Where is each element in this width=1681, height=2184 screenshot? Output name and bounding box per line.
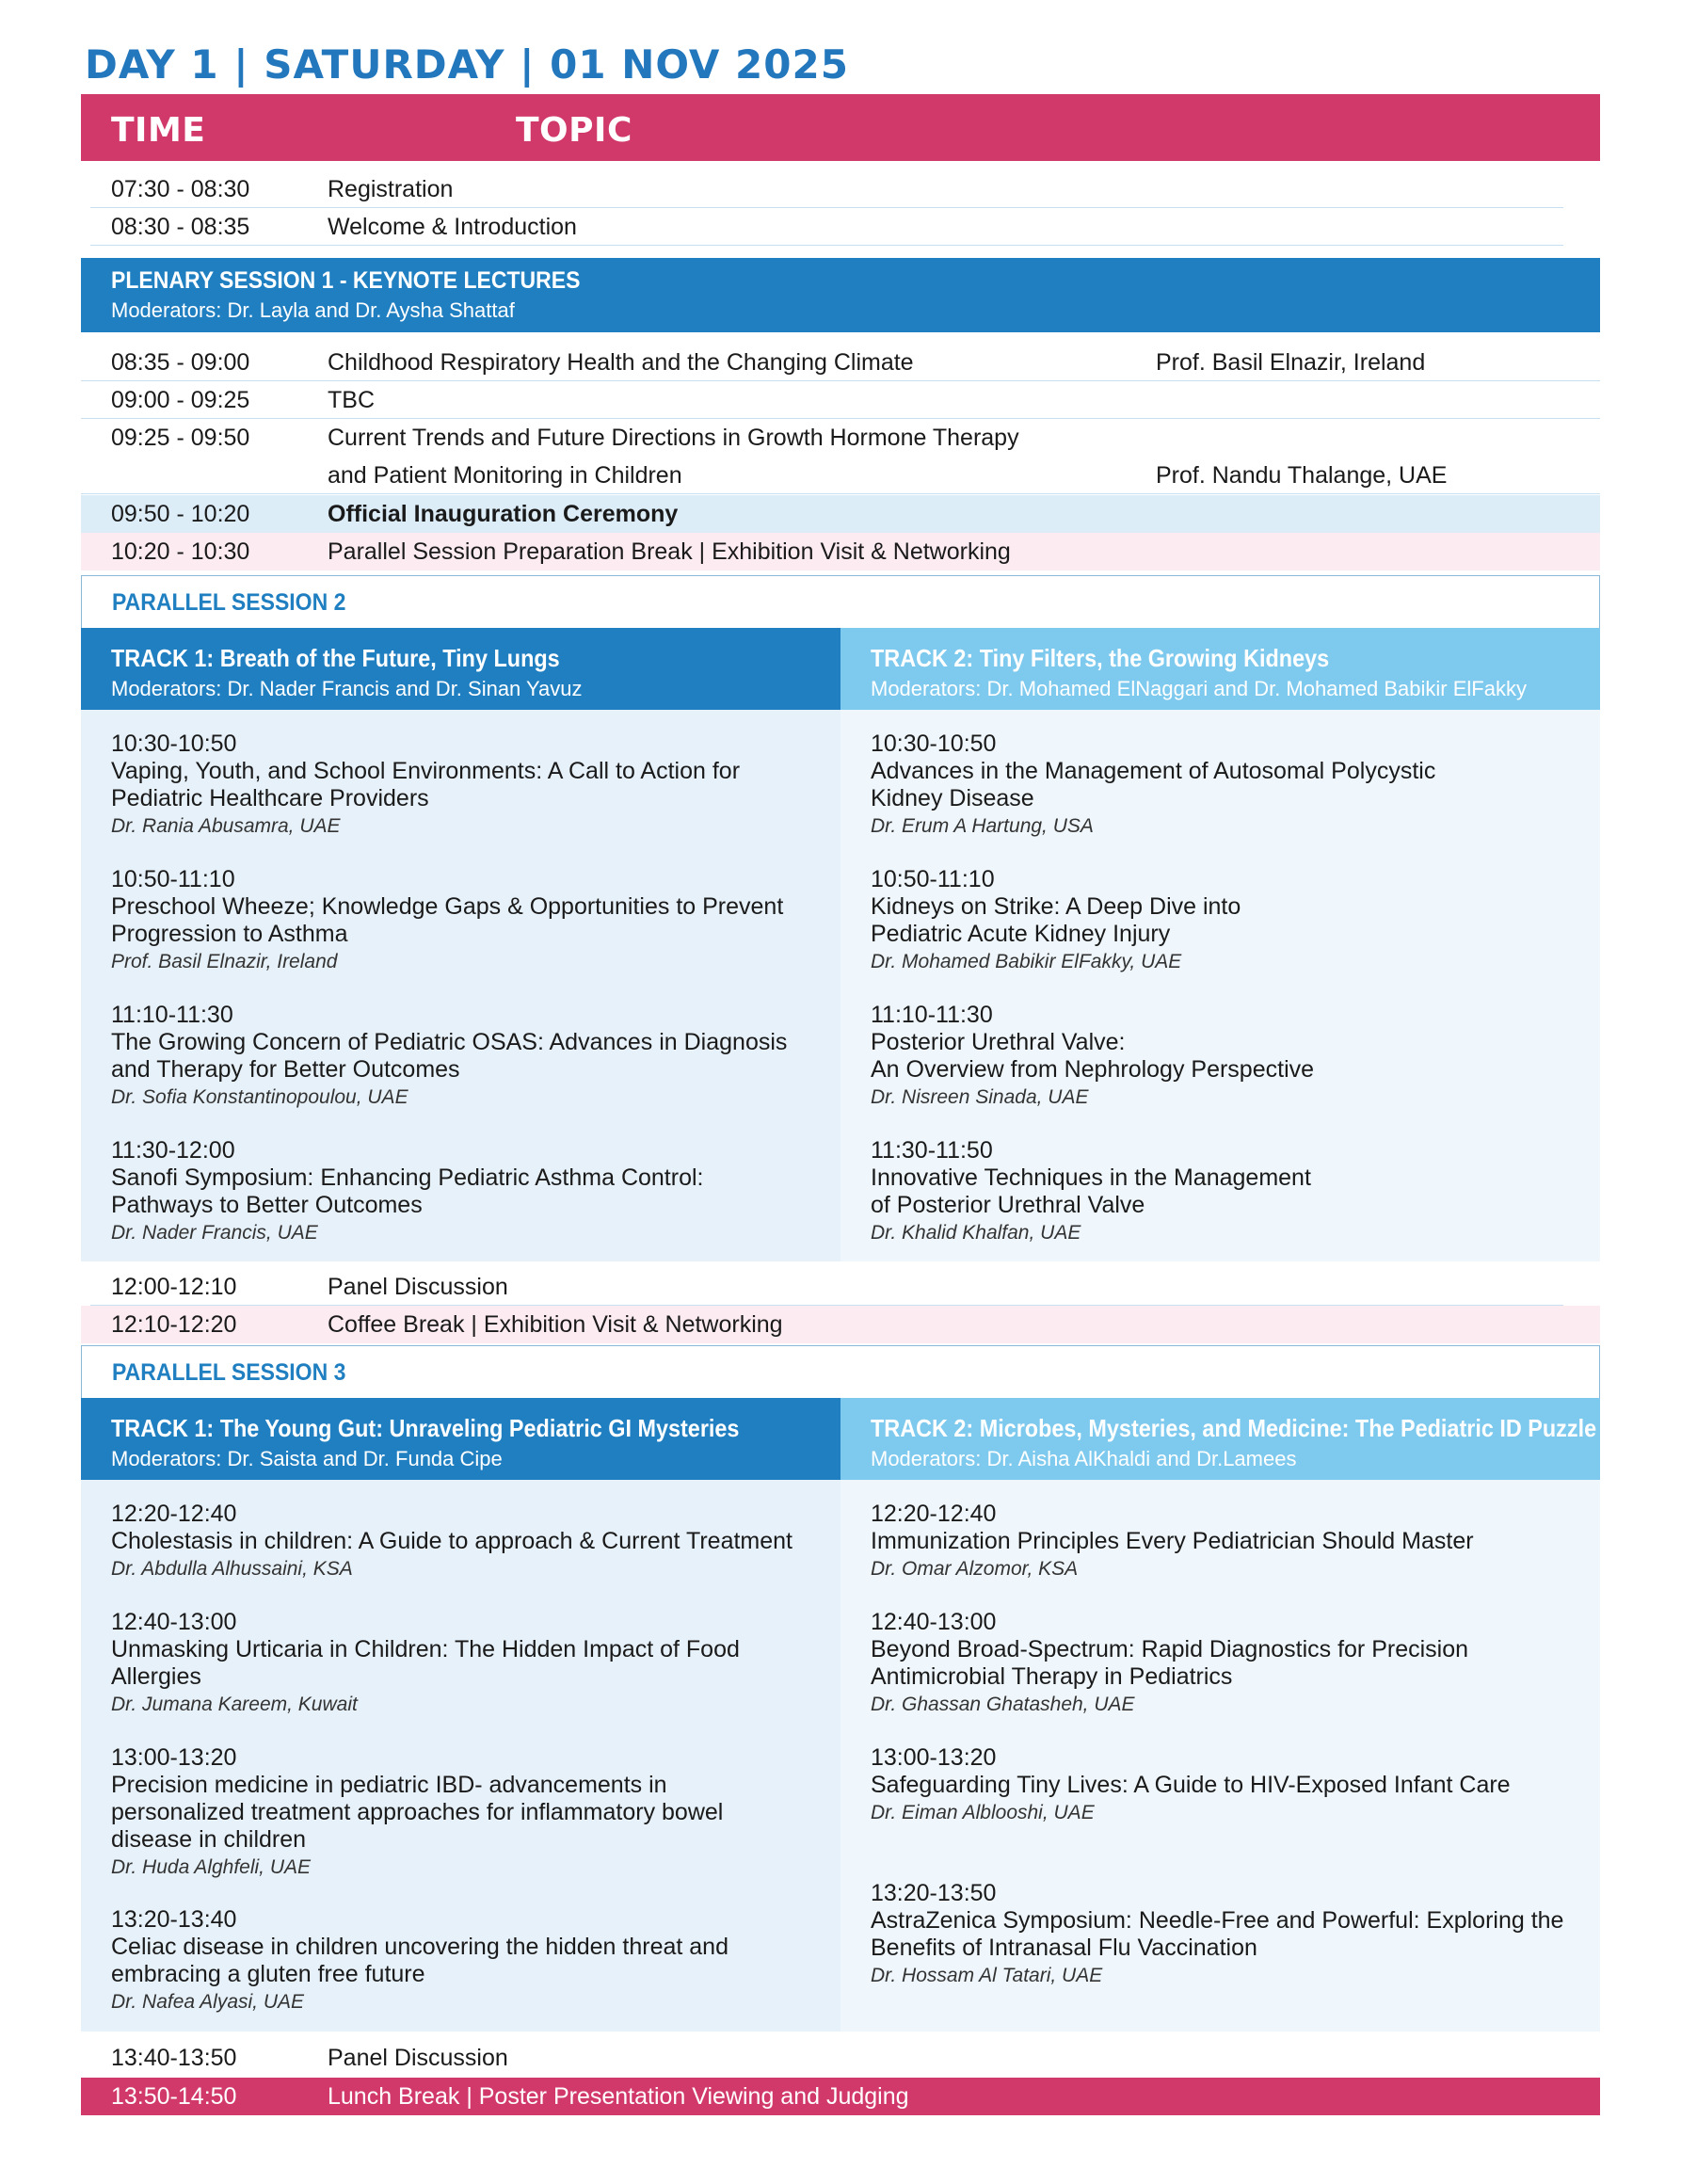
talk-time: 11:10-11:30 — [111, 1002, 233, 1028]
talk-speaker: Prof. Basil Elnazir, Ireland — [111, 951, 338, 972]
talk-title: Immunization Principles Every Pediatrician Should Master — [871, 1528, 1474, 1554]
talk-title-line2: An Overview from Nephrology Perspective — [871, 1056, 1315, 1083]
talk-item — [871, 866, 1586, 975]
talk-speaker: Dr. Eiman Alblooshi, UAE — [871, 1802, 1095, 1823]
talk-time: 12:40-13:00 — [111, 1609, 237, 1635]
track-moderators: Moderators: Dr. Mohamed ElNaggari and Dr. Mohamed Babikir ElFakky — [871, 677, 1527, 700]
row-topic: Welcome & Introduction — [328, 214, 577, 240]
talk-item — [871, 1744, 1586, 1826]
track-title: TRACK 1: Breath of the Future, Tiny Lungs — [111, 644, 560, 672]
row-time: 09:50 - 10:20 — [111, 501, 250, 527]
track-2-header — [840, 1398, 1600, 1480]
talk-speaker: Dr. Nader Francis, UAE — [111, 1222, 318, 1244]
track-1-talks — [81, 1480, 840, 2031]
row-speaker: Prof. Basil Elnazir, Ireland — [1156, 349, 1426, 376]
talk-title: Beyond Broad-Spectrum: Rapid Diagnostics for Precision — [871, 1636, 1469, 1662]
talk-title-line2: Benefits of Intranasal Flu Vaccination — [871, 1935, 1257, 1961]
parallel-session-title: PARALLEL SESSION 3 — [112, 1359, 346, 1386]
talk-title-line2: Pathways to Better Outcomes — [111, 1192, 423, 1218]
row-time: 10:20 - 10:30 — [111, 538, 250, 565]
talk-title: Safeguarding Tiny Lives: A Guide to HIV-Exposed Infant Care — [871, 1772, 1511, 1798]
talk-title: AstraZenica Symposium: Needle-Free and Powerful: Exploring the — [871, 1907, 1564, 1934]
talk-title-line2: and Therapy for Better Outcomes — [111, 1056, 460, 1083]
track-2-header — [840, 628, 1600, 710]
track-moderators: Moderators: Dr. Nader Francis and Dr. Sinan Yavuz — [111, 677, 583, 700]
talk-time: 10:50-11:10 — [111, 866, 235, 892]
talk-time: 11:30-12:00 — [111, 1137, 235, 1164]
talk-title-line2: embracing a gluten free future — [111, 1961, 425, 1987]
agenda-row — [81, 381, 1600, 419]
talk-time: 13:00-13:20 — [871, 1744, 997, 1771]
row-time: 12:10-12:20 — [111, 1311, 237, 1338]
row-time: 08:35 - 09:00 — [111, 349, 250, 376]
track-1-header — [81, 1398, 840, 1480]
talk-speaker: Dr. Omar Alzomor, KSA — [871, 1558, 1079, 1580]
talk-title: Innovative Techniques in the Management — [871, 1164, 1311, 1191]
row-time: 12:00-12:10 — [111, 1274, 237, 1300]
row-topic: Lunch Break | Poster Presentation Viewing and Judging — [328, 2083, 909, 2110]
talk-title: Preschool Wheeze; Knowledge Gaps & Opportunities to Prevent — [111, 893, 784, 920]
talk-title: Precision medicine in pediatric IBD- advancements in — [111, 1772, 667, 1798]
talk-title: Kidneys on Strike: A Deep Dive into — [871, 893, 1241, 920]
track-title: TRACK 1: The Young Gut: Unraveling Pediatric GI Mysteries — [111, 1414, 740, 1442]
table-header — [81, 94, 1600, 161]
track-title: TRACK 2: Microbes, Mysteries, and Medicine: The Pediatric ID Puzzle — [871, 1414, 1597, 1442]
plenary-session-header — [81, 258, 1600, 332]
agenda-row — [90, 170, 1563, 208]
row-topic: Childhood Respiratory Health and the Changing Climate — [328, 349, 914, 376]
talk-speaker: Dr. Hossam Al Tatari, UAE — [871, 1965, 1103, 1986]
track-1-header — [81, 628, 840, 710]
talk-item — [871, 1002, 1586, 1111]
talk-time: 11:10-11:30 — [871, 1002, 993, 1028]
header-topic: TOPIC — [516, 111, 632, 150]
row-time: 13:40-13:50 — [111, 2045, 237, 2071]
talk-title-line2: Pediatric Acute Kidney Injury — [871, 921, 1171, 947]
talk-time: 12:20-12:40 — [111, 1501, 237, 1527]
talk-title-line2: Pediatric Healthcare Providers — [111, 785, 429, 811]
talk-speaker: Dr. Nisreen Sinada, UAE — [871, 1086, 1089, 1108]
talk-title: Unmasking Urticaria in Children: The Hidden Impact of Food — [111, 1636, 740, 1662]
row-topic: Panel Discussion — [328, 2045, 508, 2071]
row-topic: Registration — [328, 176, 454, 202]
agenda-row — [81, 2039, 1600, 2077]
day-title: DAY 1 | SATURDAY | 01 NOV 2025 — [85, 41, 849, 88]
talk-speaker: Dr. Ghassan Ghatasheh, UAE — [871, 1694, 1135, 1715]
talk-speaker: Dr. Erum A Hartung, USA — [871, 815, 1094, 837]
talk-item — [871, 1609, 1586, 1718]
talk-item — [111, 1609, 826, 1718]
agenda-row-lunch — [81, 2078, 1600, 2115]
talk-item — [111, 1744, 826, 1881]
talk-title: The Growing Concern of Pediatric OSAS: Advances in Diagnosis — [111, 1029, 788, 1055]
row-time: 09:25 - 09:50 — [111, 425, 250, 451]
talk-item — [871, 1137, 1586, 1246]
talk-title-line3: disease in children — [111, 1826, 307, 1853]
row-time: 13:50-14:50 — [111, 2083, 237, 2110]
talk-title-line2: personalized treatment approaches for inflammatory bowel — [111, 1799, 724, 1825]
agenda-row — [81, 344, 1600, 381]
row-time: 09:00 - 09:25 — [111, 387, 250, 413]
talk-item — [111, 866, 826, 975]
talk-item — [871, 1501, 1586, 1582]
row-topic: Panel Discussion — [328, 1274, 508, 1300]
talk-title: Vaping, Youth, and School Environments: A Call to Action for — [111, 758, 741, 784]
talk-time: 10:50-11:10 — [871, 866, 995, 892]
talk-item — [871, 731, 1586, 840]
talk-title-line2: Antimicrobial Therapy in Pediatrics — [871, 1663, 1233, 1690]
session-moderators: Moderators: Dr. Layla and Dr. Aysha Shattaf — [111, 298, 515, 322]
track-2-talks — [840, 1480, 1600, 2031]
talk-time: 13:00-13:20 — [111, 1744, 237, 1771]
agenda-row-break — [81, 533, 1600, 570]
talk-speaker: Dr. Nafea Alyasi, UAE — [111, 1991, 305, 2013]
parallel-session-3-header — [81, 1345, 1600, 1399]
talk-time: 11:30-11:50 — [871, 1137, 993, 1164]
row-topic-line2: and Patient Monitoring in Children — [328, 462, 682, 489]
row-time: 08:30 - 08:35 — [111, 214, 250, 240]
talk-speaker: Dr. Khalid Khalfan, UAE — [871, 1222, 1081, 1244]
talk-item — [871, 1880, 1586, 1989]
talk-title: Sanofi Symposium: Enhancing Pediatric Asthma Control: — [111, 1164, 704, 1191]
track-moderators: Moderators: Dr. Aisha AlKhaldi and Dr.Lamees — [871, 1447, 1297, 1470]
talk-title: Cholestasis in children: A Guide to approach & Current Treatment — [111, 1528, 792, 1554]
talk-time: 10:30-10:50 — [871, 731, 997, 757]
track-moderators: Moderators: Dr. Saista and Dr. Funda Cipe — [111, 1447, 503, 1470]
talk-item — [111, 1002, 826, 1111]
talk-item — [111, 1137, 826, 1246]
talk-speaker: Dr. Jumana Kareem, Kuwait — [111, 1694, 358, 1715]
talk-time: 12:40-13:00 — [871, 1609, 997, 1635]
talk-time: 12:20-12:40 — [871, 1501, 997, 1527]
agenda-row-ceremony — [81, 495, 1600, 533]
talk-title: Posterior Urethral Valve: — [871, 1029, 1126, 1055]
row-topic: Parallel Session Preparation Break | Exhibition Visit & Networking — [328, 538, 1011, 565]
talk-time: 13:20-13:50 — [871, 1880, 997, 1906]
talk-title: Celiac disease in children uncovering the hidden threat and — [111, 1934, 728, 1960]
talk-speaker: Dr. Mohamed Babikir ElFakky, UAE — [871, 951, 1182, 972]
parallel-session-title: PARALLEL SESSION 2 — [112, 589, 346, 616]
track-2-talks — [840, 710, 1600, 1261]
talk-item — [111, 731, 826, 840]
talk-title-line2: Allergies — [111, 1663, 201, 1690]
talk-item — [111, 1501, 826, 1582]
agenda-row-break — [81, 1306, 1600, 1343]
talk-speaker: Dr. Sofia Konstantinopoulou, UAE — [111, 1086, 408, 1108]
row-topic: Coffee Break | Exhibition Visit & Networking — [328, 1311, 783, 1338]
talk-speaker: Dr. Abdulla Alhussaini, KSA — [111, 1558, 353, 1580]
session-title: PLENARY SESSION 1 - KEYNOTE LECTURES — [111, 267, 581, 294]
agenda-row — [90, 208, 1563, 246]
talk-time: 13:20-13:40 — [111, 1906, 237, 1933]
talk-title-line2: of Posterior Urethral Valve — [871, 1192, 1145, 1218]
track-title: TRACK 2: Tiny Filters, the Growing Kidneys — [871, 644, 1330, 672]
talk-title-line2: Kidney Disease — [871, 785, 1034, 811]
row-time: 07:30 - 08:30 — [111, 176, 250, 202]
agenda-row — [90, 1268, 1563, 1306]
row-topic: Current Trends and Future Directions in Growth Hormone Therapy — [328, 425, 1019, 451]
talk-speaker: Dr. Rania Abusamra, UAE — [111, 815, 341, 837]
talk-time: 10:30-10:50 — [111, 731, 237, 757]
track-1-talks — [81, 710, 840, 1261]
header-time: TIME — [111, 111, 206, 150]
row-speaker: Prof. Nandu Thalange, UAE — [1156, 462, 1448, 489]
talk-speaker: Dr. Huda Alghfeli, UAE — [111, 1856, 312, 1878]
row-topic: Official Inauguration Ceremony — [328, 501, 679, 527]
talk-item — [111, 1906, 826, 2015]
talk-title: Advances in the Management of Autosomal Polycystic — [871, 758, 1436, 784]
talk-title-line2: Progression to Asthma — [111, 921, 348, 947]
parallel-session-2-header — [81, 575, 1600, 629]
agenda-row — [81, 419, 1600, 494]
row-topic: TBC — [328, 387, 375, 413]
